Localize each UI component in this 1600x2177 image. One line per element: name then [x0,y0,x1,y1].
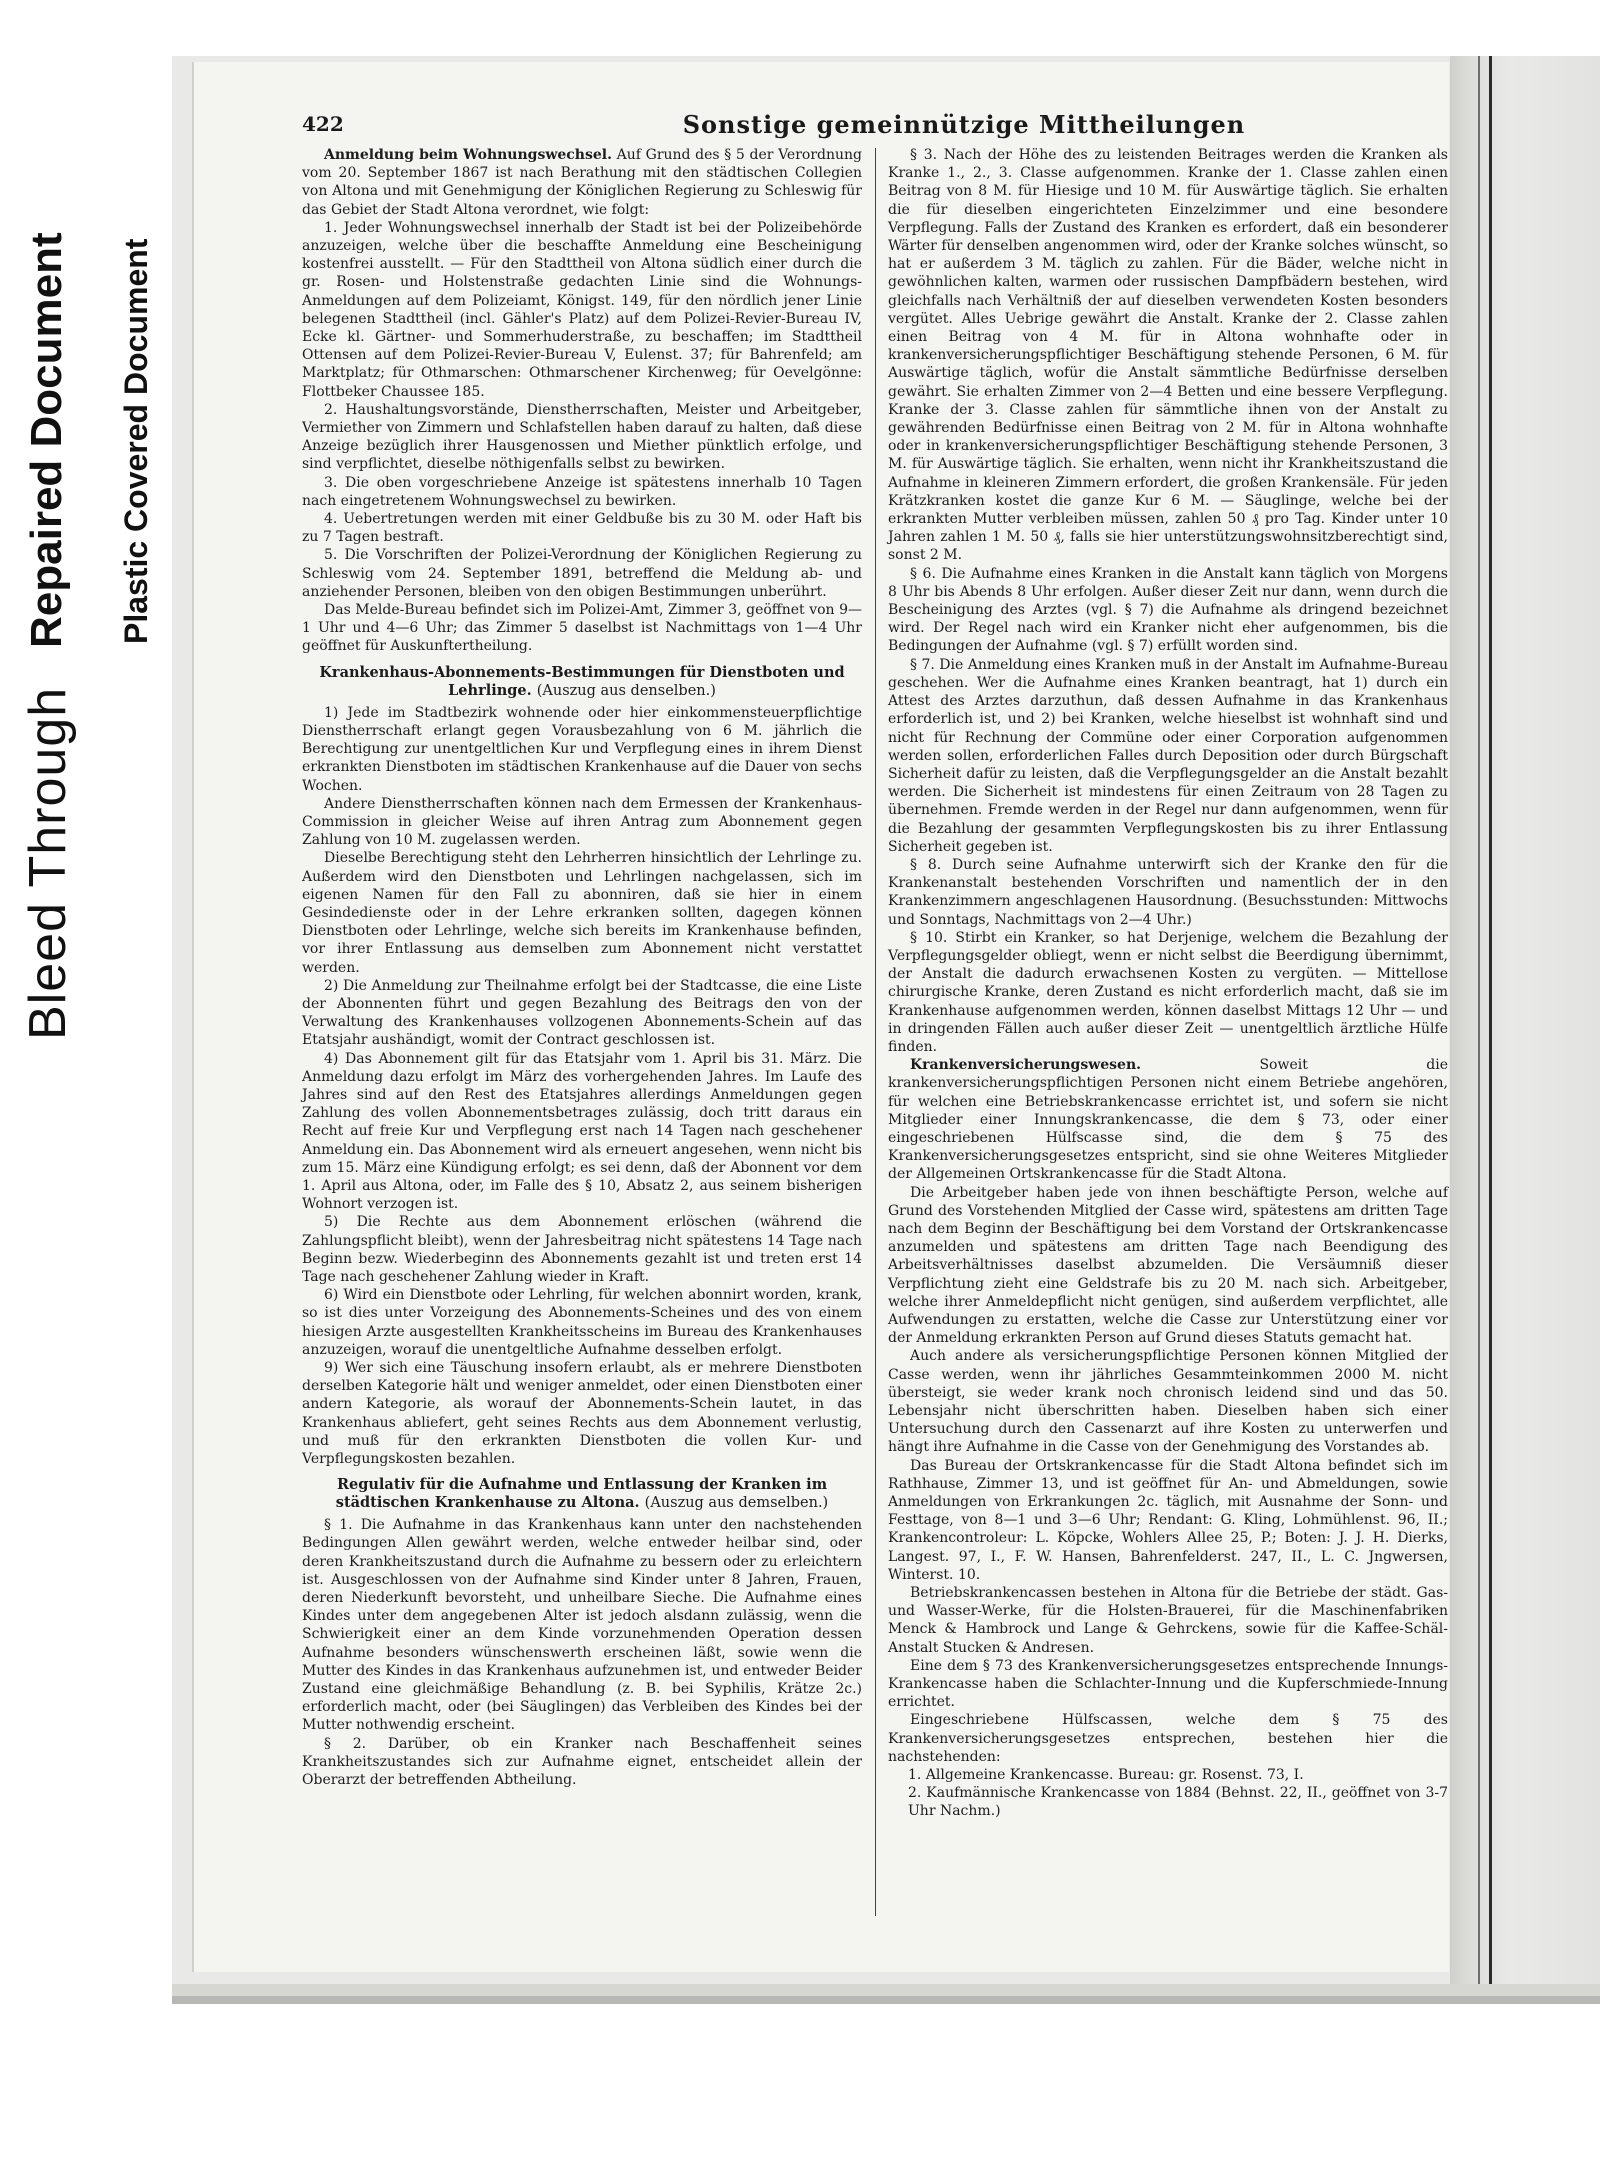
plastic-covered-document-label: Plastic Covered Document [118,238,154,644]
scanned-page [172,56,1600,2000]
running-head: Sonstige gemeinnützige Mittheilungen [682,110,1246,139]
binding-line [1489,56,1492,2000]
anmeldung-paragraph: 5. Die Vorschriften der Polizei-Verordnung der Königlichen Regierung zu Schleswig vom 24. September 1891, betreffend die Meldung ab- und anziehender Personen, bleiben von den obigen Bestimmungen unberührt. [302,547,862,600]
krankenhaus-heading [302,664,862,700]
regulativ-paragraph: § 1. Die Aufnahme in das Krankenhaus kann unter den nachstehenden Bedingungen Allen gewährt werden, welche entweder heilbar sind, oder deren Krankheitszustand durch die Aufnahme zu bessern oder zu erleichtern ist. Ausgeschlossen von der Aufnahme sind Kinder unter 8 Jahren, Frauen, deren Niederkunft bevorsteht, und unheilbare Sieche. Die Aufnahme eines Kindes unter dem angegebenen Alter ist jedoch alsdann zulässig, wenn die Schwierigkeit einer an dem Kinde vorzunehmenden Operation dessen Aufnahme besonders wünschenswerth erscheinen läßt, sowie wenn die Mutter des Kindes in das Krankenhaus aufzunehmen ist, und entweder Beider Zustand eine gleichmäßige Behandlung (z. B. bei Syphilis, Krätze 2c.) erforderlich macht, oder (bei Säuglingen) das Verbleiben des Kindes bei der Mutter nothwendig erscheint. [302,1517,862,1734]
anmeldung-intro-text: Auf Grund des § 5 der Verordnung vom 20. September 1867 ist nach Berathung mit den städtischen Collegien von Altona und mit Genehmigung der Königlichen Regierung zu Schleswig für das Gebiet der Stadt Altona verordnet, wie folgt: [302,147,863,218]
document-stamp [0,0,170,2177]
page-shadow [172,1996,1600,2004]
regulativ-paragraph: § 2. Darüber, ob ein Kranker nach Beschaffenheit seines Krankheitszustandes sich zur Aufnahme eignet, entscheidet allein der Oberarzt der betreffenden Abtheilung. [302,1735,862,1789]
krankenhaus-paragraph: Dieselbe Berechtigung steht den Lehrherren hinsichtlich der Lehrlinge zu. Außerdem wird den Dienstboten und Lehrlingen nachgelassen, sich im eigenen Namen für den Fall zu abonniren, daß sie hier in einem Gesindedienste oder in der Lehre erkranken sollten, dagegen können Dienstboten oder Lehrlinge, welche sich bereits im Krankenhause befinden, vor ihrer Entlassung aus demselben zum Abonnement nicht verstattet werden. [302,850,862,976]
kranken-paragraph: Betriebskrankencassen bestehen in Altona für die Betriebe der städt. Gas- und Wasser-Werke, für die Holsten-Brauerei, für die Maschinenfabriken Menck & Hambrock und Lange & Gehrckens, sowie für die Kaffee-Schäl-Anstalt Stucken & Andresen. [888,1585,1448,1656]
bleed-through-label: Bleed Through [19,686,77,1040]
anmeldung-paragraph: 2. Haushaltungsvorstände, Dienstherrschaften, Meister und Arbeitgeber, Vermiether von Zimmern und Schlafstellen haben darauf zu halten, daß diese Anzeige bezüglich ihrer Hausgenossen und Miether pünktlich erfolge, und sind verpflichtet, dieselbe nöthigenfalls selbst zu bewirken. [302,401,862,473]
kranken-paragraph: Eine dem § 73 des Krankenversicherungsgesetzes entsprechende Innungs-Krankencasse haben die Schlachter-Innung und die Kupferschmiede-Innung errichtet. [888,1657,1448,1711]
anmeldung-heading: Anmeldung beim Wohnungswechsel. [324,147,612,163]
kranken-intro [888,1056,1448,1183]
regulativ-paragraph: § 3. Nach der Höhe des zu leistenden Beitrages werden die Kranken als Kranke 1., 2., 3. Classe aufgenommen. Kranke der 1. Classe zahlen einen Beitrag von 8 M. für Hiesige und 10 M. für Auswärtige täglich. Sie erhalten die für dieselben eingerichteten Einzelzimmer und eine besondere Verpflegung. Falls der Zustand des Kranken es erfordert, daß ein besonderer Wärter für denselben angenommen wird, oder der Kranke solches wünscht, so hat er außerdem 3 M. täglich zu zahlen. Für die Bäder, welche nicht in gewöhnlichen kalten, warmen oder russischen Dampfbädern bestehen, wird gleichfalls nach Verhältniß der auf dieselben verwendeten Kosten besonders vergütet. Alles Uebrige gewährt die Anstalt. Kranke der 2. Classe zahlen einen Beitrag von 4 M. für in Altona wohnhafte oder in krankenversicherungspflichtiger Beschäftigung stehende Personen, 6 M. für Auswärtige täglich, wofür die Anstalt sämmtliche Bedürfnisse derselben gewährt. Sie erhalten Zimmer von 2—4 Betten und eine bessere Verpflegung. Kranke der 3. Classe zahlen für sämmtliche ihnen von der Anstalt zu gewährenden Bedürfnisse einen Beitrag von 2 M. für in Altona wohnhafte oder in krankenversicherungspflichtiger Beschäftigung stehende Personen, 3 M. für Auswärtige täglich. Sie erhalten, wenn nicht ihr Krankheitszustand die Aufnahme in kleineren Zimmern erfordert, die großen Krankensäle. Für jeden Krätzkranken kostet die ganze Kur 6 M. — Säuglinge, welche bei der erkrankten Mutter verbleiben müssen, zahlen 50 ₰ pro Tag. Kinder unter 10 Jahren zahlen 1 M. 50 ₰, falls sie hier unterstützungswohnsitzberechtigt sind, sonst 2 M. [888,147,1448,564]
kranken-intro-text: Soweit die krankenversicherungspflichtigen Personen nicht einem Betriebe angehören, für welchen eine Betriebskrankencasse errichtet ist, und sofern sie nicht Mitglieder einer Innungskrankencasse, die dem § 73, oder einer eingeschriebenen Hülfscasse sind, die dem § 75 des Krankenversicherungsgesetzes entspricht, sind sie ohne Weiteres Mitglieder der Allgemeinen Ortskrankencasse für die Stadt Altona. [888,1057,1448,1183]
paper-sheet [192,62,1449,1972]
kranken-paragraph: Die Arbeitgeber haben jede von ihnen beschäftigte Person, welche auf Grund des Vorstehenden Mitglied der Casse wird, spätestens am dritten Tage nach dem Beginn der Beschäftigung bei dem Vorstand der Ortskrankencasse anzumelden und spätestens am dritten Tage nach Beendigung des Arbeitsverhältnisses daselbst abzumelden. Die Versäumniß dieser Verpflichtung zieht eine Geldstrafe bis zu 20 M. nach sich. Arbeitgeber, welche ihrer Anmeldepflicht nicht genügen, sind außerdem verpflichtet, alle Aufwendungen zu erstatten, welche die Casse zur Unterstützung einer vor der Anmeldung erkrankten Person auf Grund dieses Statuts gemacht hat. [888,1184,1448,1347]
anmeldung-paragraph: 4. Uebertretungen werden mit einer Geldbuße bis zu 30 M. oder Haft bis zu 7 Tagen bestraft. [302,511,862,546]
krankenhaus-paragraph: 4) Das Abonnement gilt für das Etatsjahr vom 1. April bis 31. März. Die Anmeldung dazu erfolgt im März des vorhergehenden Jahres. Im Laufe des Jahres sind auf den Rest des Etatsjahres allerdings Anmeldungen gegen Zahlung des vollen Abonnementsbetrages zulässig, doch tritt daraus ein Recht auf freie Kur und Verpflegung erst nach 14 Tagen nach geschehener Anmeldung ein. Das Abonnement wird als erneuert angesehen, wenn nicht bis zum 15. März eine Kündigung erfolgt; es sei denn, daß der Abonnent vor dem 1. April aus Altona, oder, im Falle des § 10, Absatz 2, aus seinem bisherigen Wohnort verzogen ist. [302,1050,862,1213]
regulativ-heading-text: Regulativ für die Aufnahme und Entlassung der Kranken im städtischen Krankenhause zu Altona. [335,1476,828,1512]
krankenhaus-paragraph: 6) Wird ein Dienstbote oder Lehrling, für welchen abonnirt worden, krank, so ist dies unter Vorzeigung des Abonnements-Scheines und des von einem hiesigen Arzte ausgestellten Krankheitsscheins im Bureau des Krankenhauses anzuzeigen, worauf die unentgeltliche Aufnahme desselben erfolgt. [302,1287,862,1358]
krankenhaus-heading-sub: (Auszug aus denselben.) [536,682,716,699]
page-edge-right [1450,56,1600,2000]
krankenhaus-paragraph: Andere Dienstherrschaften können nach dem Ermessen der Krankenhaus-Commission in gleicher Weise auf ihren Antrag zum Abonnement gegen Zahlung von 10 M. zugelassen werden. [302,795,862,849]
anmeldung-paragraph: 3. Die oben vorgeschriebene Anzeige ist spätestens innerhalb 10 Tagen nach eingetretenem Wohnungswechsel zu bewirken. [302,474,862,509]
krankenhaus-heading-text: Krankenhaus-Abonnements-Bestimmungen für Dienstboten und Lehrlinge. [319,663,845,699]
krankenhaus-paragraph: 5) Die Rechte aus dem Abonnement erlöschen (während die Zahlungspflicht bleibt), wenn der Jahresbeitrag nicht spätestens 14 Tage nach Beginn bezw. Wiederbeginn des Abonnements gezahlt ist und treten erst 14 Tage nach geschehener Zahlung wieder in Kraft. [302,1214,862,1285]
page-number: 422 [302,112,344,136]
anmeldung-paragraph: 1. Jeder Wohnungswechsel innerhalb der Stadt ist bei der Polizeibehörde anzuzeigen, welche über die beschaffte Anmeldung eine Bescheinigung kostenfrei ausstellt. — Für den Stadttheil von Altona südlich einer durch die gr. Rosen- und Holstenstraße gedachten Linie sind die Wohnungs-Anmeldungen auf dem Polizeiamt, Königst. 149, für den nördlich jener Linie belegenen Stadttheil (incl. Gähler's Platz) auf dem Polizei-Revier-Bureau IV, Ecke kl. Gärtner- und Sommerhuderstraße, zu beschaffen; im Stadttheil Ottensen auf dem Polizei-Revier-Bureau V, Eulenst. 37; für Bahrenfeld; am Marktplatz; für Othmarschen: Othmarschener Kirchenweg; für Oevelgönne: Flottbeker Chaussee 185. [302,219,862,400]
krankenhaus-paragraph: 2) Die Anmeldung zur Theilnahme erfolgt bei der Stadtcasse, die eine Liste der Abonnenten führt und gegen Bezahlung des Beitrags den von der Verwaltung des Krankenhauses vollzogenen Abonnements-Schein auf das Etatsjahr aushändigt, womit der Contract geschlossen ist. [302,977,862,1049]
regulativ-heading [302,1476,862,1512]
list-item: 2. Kaufmännische Krankencasse von 1884 (Behnst. 22, II., geöffnet von 3-7 Uhr Nachm.) [908,1785,1448,1820]
list-item: 1. Allgemeine Krankencasse. Bureau: gr. Rosenst. 73, I. [908,1767,1304,1784]
binding-line [1478,56,1480,2000]
column-divider [875,148,876,1916]
kranken-heading: Krankenversicherungswesen. [910,1057,1142,1074]
regulativ-heading-sub: (Auszug aus demselben.) [644,1495,829,1512]
regulativ-paragraph: § 8. Durch seine Aufnahme unterwirft sich der Kranke den für die Krankenanstalt bestehenden Vorschriften und namentlich der in den Krankenzimmern angeschlagenen Hausordnung. (Besuchsstunden: Mittwochs und Sonntags, Nachmittags von 2—4 Uhr.) [888,856,1448,928]
krankenhaus-paragraph: 1) Jede im Stadtbezirk wohnende oder hier einkommensteuerpflichtige Dienstherrschaft erlangt gegen Vorausbezahlung von 6 M. jährlich die Berechtigung zur unentgeltlichen Kur und Verpflegung eines in ihrem Dienst erkrankten Dienstboten im städtischen Krankenhause auf die Dauer von sechs Wochen. [302,704,862,794]
regulativ-paragraph: § 10. Stirbt ein Kranker, so hat Derjenige, welchem die Bezahlung der Verpflegungsgelder obliegt, wenn er nicht selbst die Beerdigung übernimmt, der Anstalt die dadurch erwachsenen Kosten zu vergüten. — Mittellose chirurgische Kranke, deren Zustand es nicht erforderlich macht, daß sie im Krankenhause aufgenommen werden, können daselbst Mittags 12 Uhr — und in dringenden Fällen auch außer dieser Zeit — unentgeltlich ärztliche Hülfe finden. [888,929,1448,1055]
right-column [888,146,1448,1821]
kranken-paragraph: Auch andere als versicherungspflichtige Personen können Mitglied der Casse werden, wenn ihr jährliches Gesammteinkommen 2000 M. nicht übersteigt, sie weder krank noch chronisch leidend sind und das 50. Lebensjahr nicht überschritten haben. Dieselben haben sich einer Untersuchung durch den Cassenarzt auf ihre Kosten zu unterwerfen und hängt ihre Aufnahme in die Casse von der Genehmigung des Vorstandes ab. [888,1348,1448,1456]
anmeldung-intro [302,146,862,219]
repaired-document-label: Repaired Document [22,232,71,648]
regulativ-paragraph: § 7. Die Anmeldung eines Kranken muß in der Anstalt im Aufnahme-Bureau geschehen. Wer die Aufnahme eines Kranken beantragt, hat 1) durch ein Attest des Arztes darzuthun, daß dessen Aufnahme in das Krankenhaus erforderlich ist, und 2) bei Kranken, welche hieselbst ist wohnhaft sind und nicht für Rechnung der Commüne oder einer Corporation aufgenommen werden sollen, erforderlichen Falles durch Deposition oder durch Bürgschaft Sicherheit dafür zu leisten, daß die Verpflegungsgelder an die Anstalt bezahlt werden. Die Sicherheit ist mindestens für einen Zeitraum von 28 Tagen zu übernehmen. Fremde werden in der Regel nur dann aufgenommen, wenn für die Bezahlung der gesammten Verpflegungskosten bis zu ihrer Entlassung Sicherheit gegeben ist. [888,656,1448,855]
left-column [302,146,862,1789]
kranken-paragraph: Eingeschriebene Hülfscassen, welche dem § 75 des Krankenversicherungsgesetzes entsprechen, bestehen hier die nachstehenden: [888,1712,1448,1765]
krankenhaus-paragraph: 9) Wer sich eine Täuschung insofern erlaubt, als er mehrere Dienstboten derselben Kategorie hält und weniger anmeldet, oder einen Dienstboten einer andern Kategorie, als worauf der Abonnements-Schein lautet, in das Krankenhaus abliefert, geht seines Rechts aus dem Abonnement verlustig, und muß für den erkrankten Dienstboten die vollen Kur- und Verpflegungskosten bezahlen. [302,1360,862,1468]
kranken-paragraph: Das Bureau der Ortskrankencasse für die Stadt Altona befindet sich im Rathhause, Zimmer 13, und ist geöffnet für An- und Abmeldungen, sowie Anmeldungen von Erkrankungen 2c. täglich, mit Ausnahme der Sonn- und Festtage, von 8—1 und 3—6 Uhr; Rendant: G. Kling, Lohmühlenst. 96, II.; Krankencontroleur: L. Köpcke, Wohlers Allee 25, P.; Boten: J. J. H. Dierks, Langest. 97, I., F. W. Hansen, Bahrenfelderst. 247, II., L. C. Jngwersen, Winterst. 10. [888,1457,1448,1583]
anmeldung-paragraph: Das Melde-Bureau befindet sich im Polizei-Amt, Zimmer 3, geöffnet von 9—1 Uhr und 4—6 Uhr; das Zimmer 5 daselbst ist Nachmittags von 1—4 Uhr geöffnet für Auskunftertheilung. [302,602,862,655]
regulativ-paragraph: § 6. Die Aufnahme eines Kranken in die Anstalt kann täglich von Morgens 8 Uhr bis Abends 8 Uhr erfolgen. Außer dieser Zeit nur dann, wenn durch die Bescheinigung des Arztes (vgl. § 7) die Aufnahme als dringend bezeichnet wird. Der Regel nach wird ein Kranker nicht eher aufgenommen, bis die Bedingungen der Aufnahme (vgl. § 7) erfüllt worden sind. [888,565,1448,655]
